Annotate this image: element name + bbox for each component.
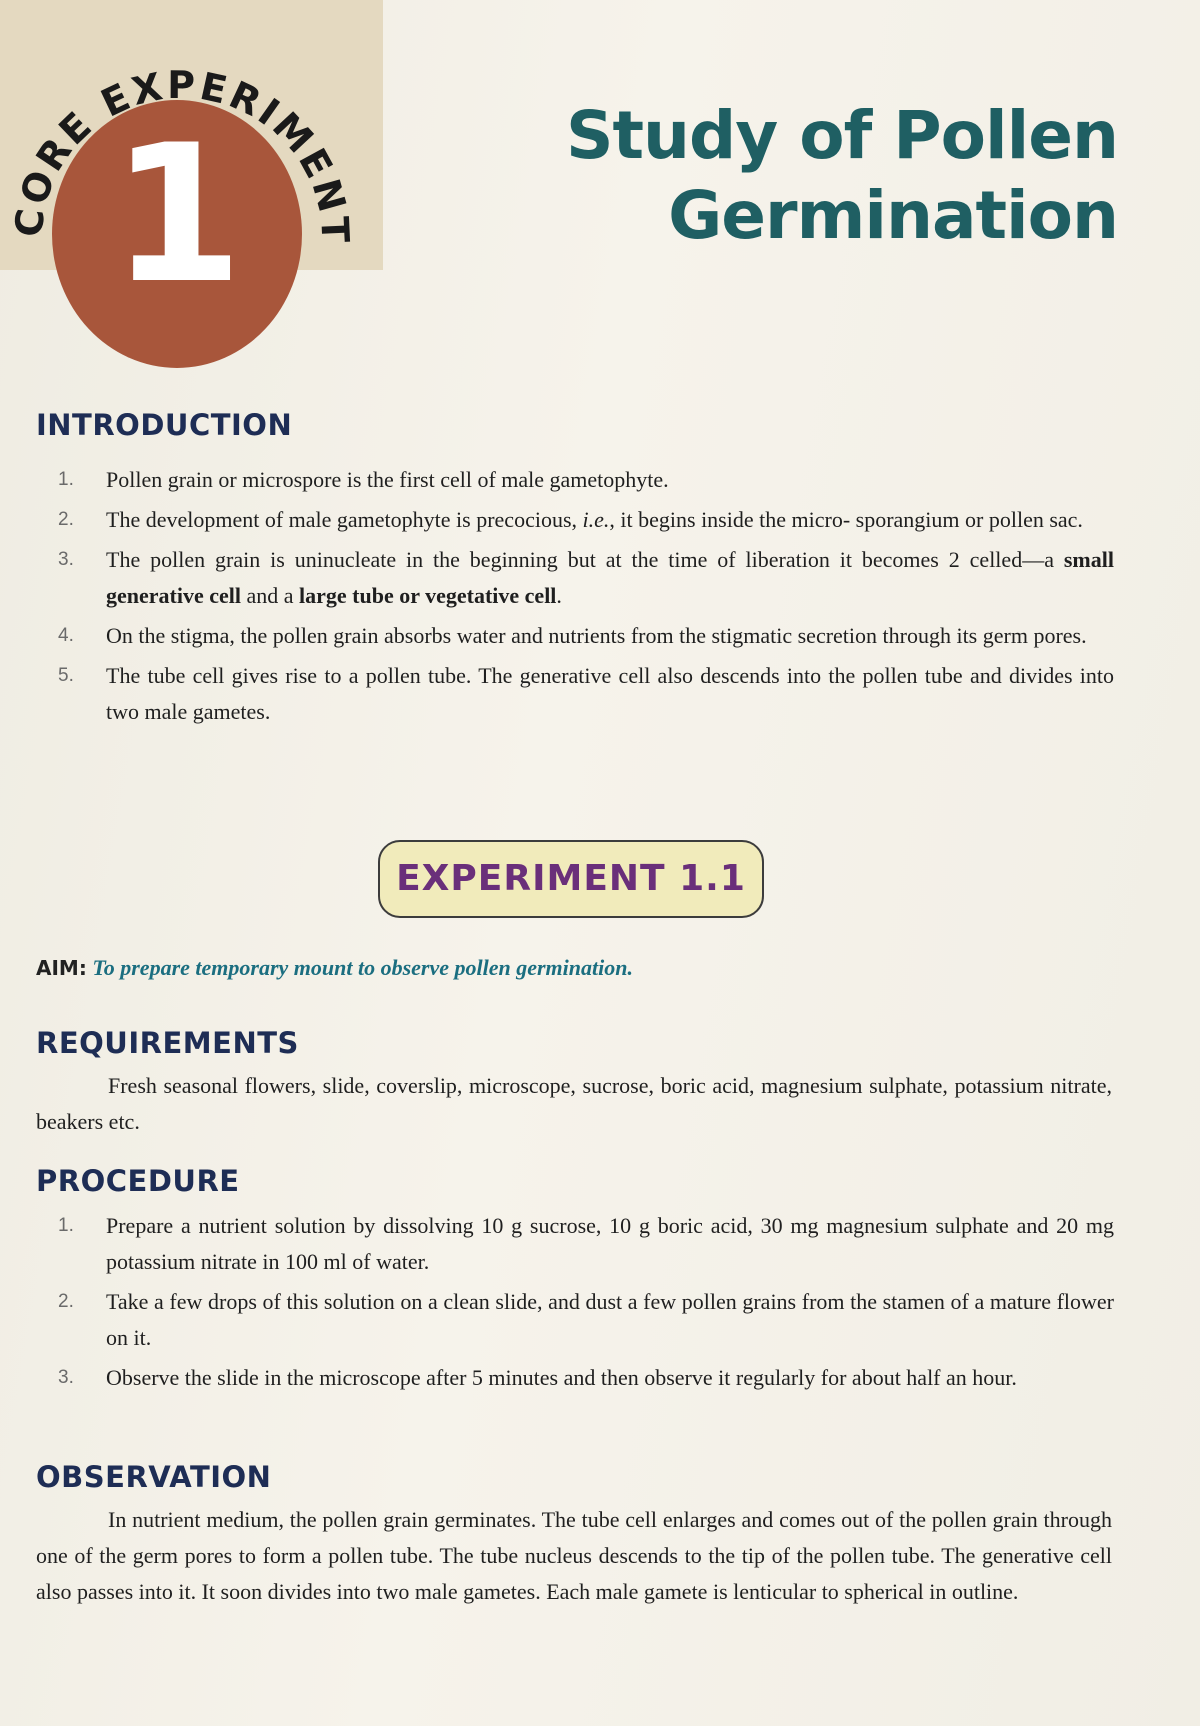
experiment-label-box: EXPERIMENT 1.1 [378,840,764,918]
item-number: 1. [58,469,74,490]
aim-line [36,955,633,981]
title-line-1: Study of Pollen [565,97,1118,174]
item-text-mid: and a [241,583,300,608]
bold-term: large tube or vegetative cell [299,583,557,608]
item-number: 2. [58,1291,74,1312]
item-text-ie: i.e. [582,507,610,532]
bold-term: small generative cell [106,547,1114,608]
item-text-post: . [556,583,562,608]
item-text: Take a few drops of this solution on a clean slide, and dust a few pollen grains from the stamen of a mature flower on it. [106,1289,1114,1350]
list-item [52,1284,1114,1356]
introduction-heading: INTRODUCTION [36,408,293,442]
observation-text: In nutrient medium, the pollen grain germinates. The tube cell enlarges and comes out of the pollen grain through one of the germ pores to form a pollen tube. The tube nucleus descends to the tip of the pollen tube. The generative cell also passes into it. It soon divides into two male gametes. Each male gamete is lenticular to spherical in outline. [36,1507,1112,1604]
badge-number: 1 [110,104,244,325]
svg-text:CORE EXPERIMENT: CORE EXPERIMENT [6,62,358,247]
aim-label: AIM: [36,956,87,980]
item-number: 1. [58,1215,74,1236]
list-item [52,1208,1114,1280]
list-item [52,542,1114,614]
observation-heading: OBSERVATION [36,1460,272,1494]
procedure-heading: PROCEDURE [36,1164,240,1198]
item-text: Observe the slide in the microscope after 5 minutes and then observe it regularly for about half an hour. [106,1365,1017,1390]
list-item [52,1360,1114,1396]
list-item [52,618,1114,654]
item-number: 4. [58,625,74,646]
list-item [52,502,1114,538]
item-text-pre: The development of male gametophyte is precocious, [106,507,583,532]
aim-text: To prepare temporary mount to observe pollen germination. [92,955,633,980]
list-item [52,658,1114,730]
item-text: Pollen grain or microspore is the first cell of male gametophyte. [106,467,669,492]
introduction-list [52,462,1114,734]
item-text: On the stigma, the pollen grain absorbs water and nutrients from the stigmatic secretion through its germ pores. [106,623,1087,648]
item-number: 3. [58,549,74,570]
requirements-text: Fresh seasonal flowers, slide, coverslip, microscope, sucrose, boric acid, magnesium sulphate, potassium nitrate, beakers etc. [36,1073,1112,1134]
requirements-heading: REQUIREMENTS [36,1026,299,1060]
title-line-2: Germination [668,177,1118,254]
procedure-list [52,1208,1114,1400]
badge-arc-text [0,60,383,300]
item-number: 3. [58,1367,74,1388]
item-number: 5. [58,665,74,686]
item-text: The tube cell gives rise to a pollen tube. The generative cell also descends into the pollen tube and divides into two male gametes. [106,663,1114,724]
list-item [52,462,1114,498]
item-number: 2. [58,509,74,530]
page-title [566,96,1118,256]
item-text: Prepare a nutrient solution by dissolving 10 g sucrose, 10 g boric acid, 30 mg magnesium sulphate and 20 mg potassium nitrate in 100 ml of water. [106,1213,1114,1274]
item-text-pre: The pollen grain is uninucleate in the beginning but at the time of liberation it becomes 2 celled—a [106,547,1064,572]
item-text-post: , it begins inside the micro- sporangium or pollen sac. [609,507,1083,532]
